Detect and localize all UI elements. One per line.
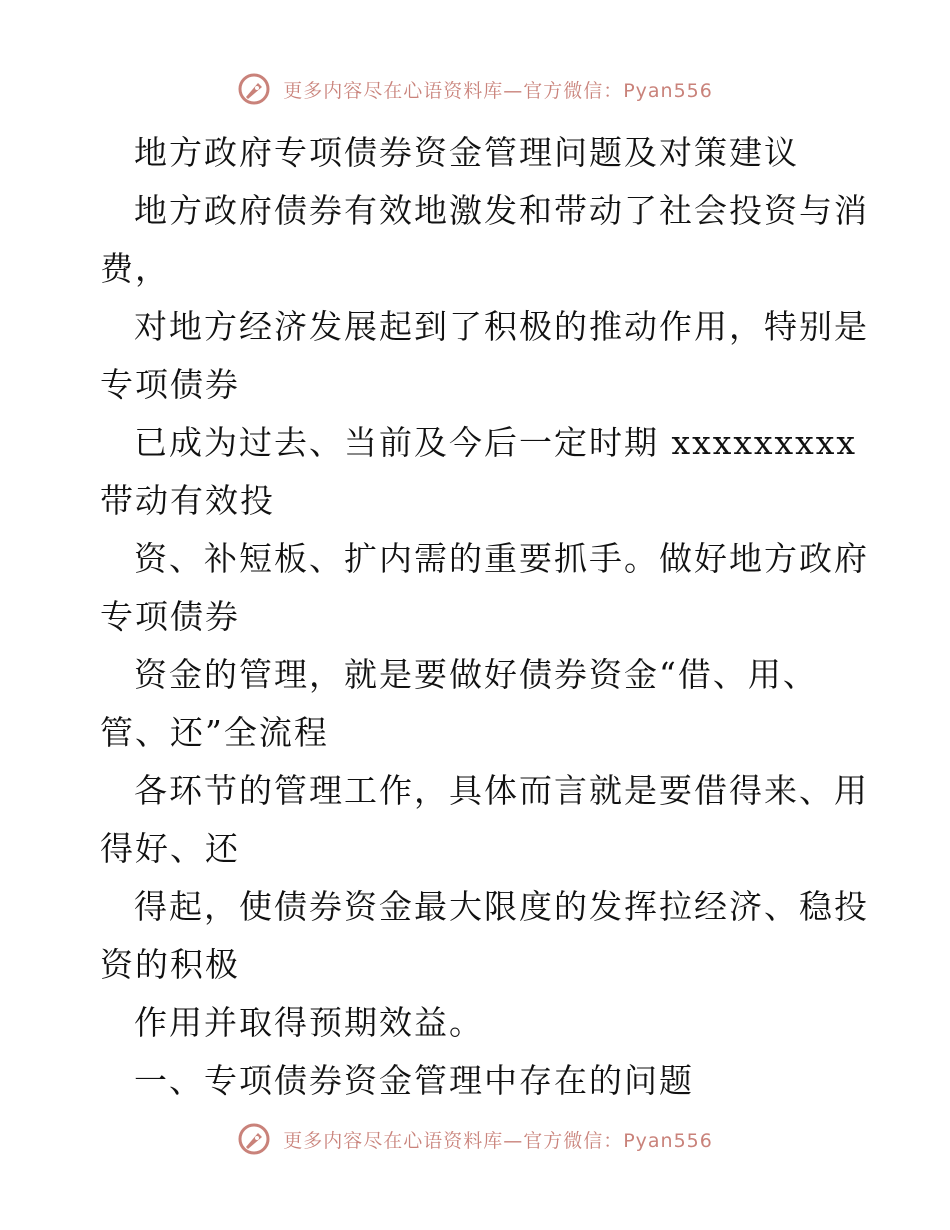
paragraph-line: 得好、还 [100, 829, 240, 868]
paragraph-line: 专项债券 [100, 597, 240, 636]
paragraph-line: 资金的管理，就是要做好债券资金“借、用、 [134, 655, 818, 694]
paragraph-line: 资的积极 [100, 945, 240, 984]
footer-watermark [0, 1122, 950, 1156]
pen-nib-logo-icon [237, 1122, 271, 1156]
paragraph-line: 得起，使债券资金最大限度的发挥拉经济、稳投 [134, 887, 869, 926]
paragraph-line: 资、补短板、扩内需的重要抓手。做好地方政府 [134, 539, 869, 578]
document-title: 地方政府专项债券资金管理问题及对策建议 [134, 133, 799, 172]
paragraph-line: 管、还”全流程 [100, 713, 329, 752]
paragraph-line: 地方政府债券有效地激发和带动了社会投资与消 [134, 191, 869, 230]
watermark-text: 更多内容尽在心语资料库—官方微信：Pyan556 [283, 1129, 713, 1152]
watermark-text: 更多内容尽在心语资料库—官方微信：Pyan556 [283, 79, 713, 102]
paragraph-line: 对地方经济发展起到了积极的推动作用，特别是 [134, 307, 869, 346]
pen-nib-logo-icon [237, 72, 271, 106]
paragraph-line: 费， [100, 249, 170, 288]
header-watermark [0, 72, 950, 106]
section-heading: 一、专项债券资金管理中存在的问题 [134, 1061, 694, 1100]
paragraph-line: 各环节的管理工作，具体而言就是要借得来、用 [134, 771, 869, 810]
paragraph-line: 带动有效投 [100, 481, 275, 520]
paragraph-line: 专项债券 [100, 365, 240, 404]
document-body [100, 124, 869, 1110]
paragraph-line: 已成为过去、当前及今后一定时期 xxxxxxxxx [134, 423, 857, 462]
paragraph-line: 作用并取得预期效益。 [134, 1003, 484, 1042]
